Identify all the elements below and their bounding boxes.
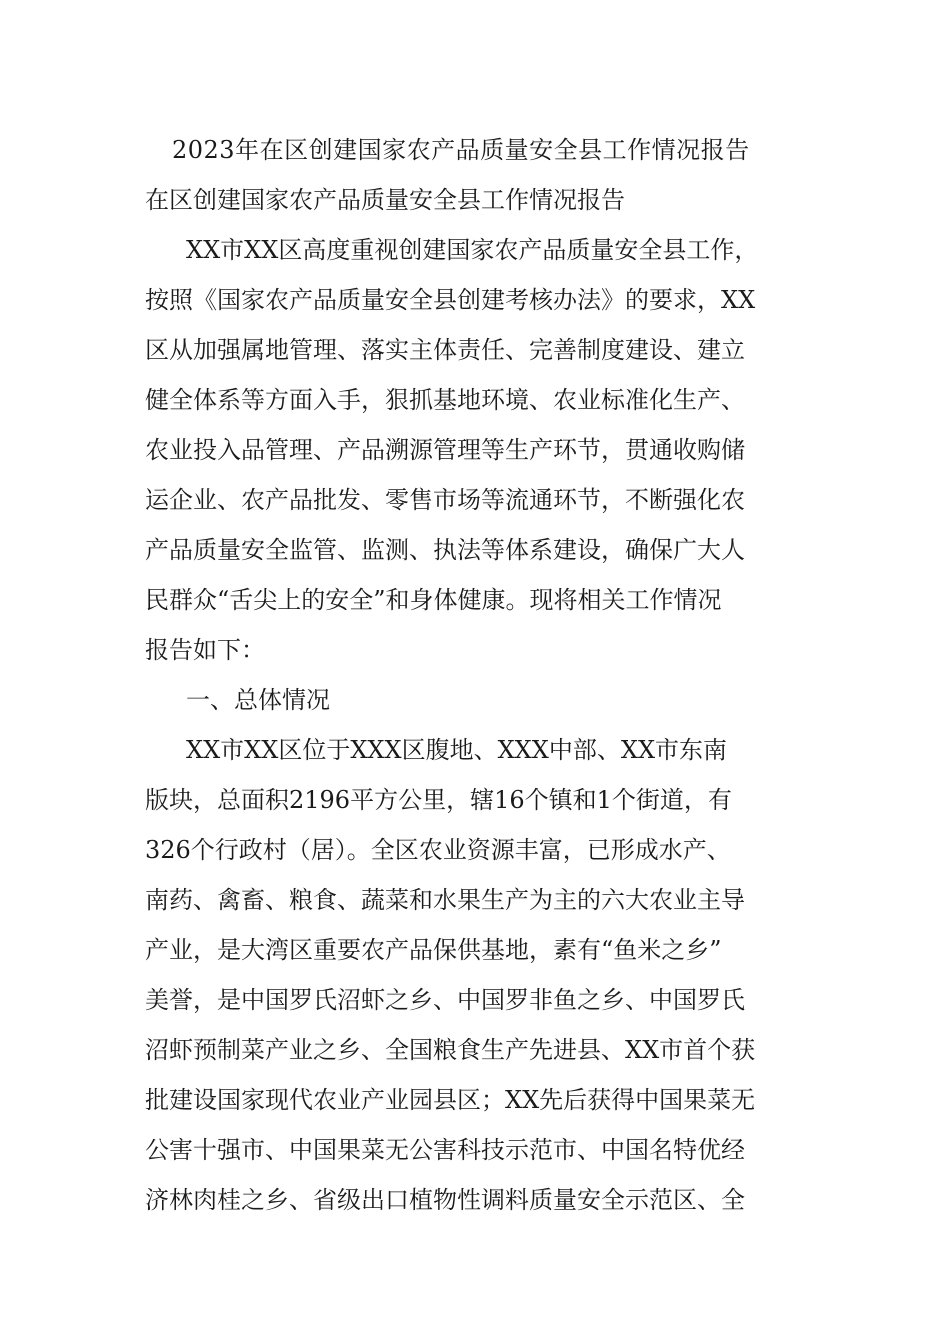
text-line: 报告如下： bbox=[145, 636, 265, 664]
document-title: 2023年在区创建国家农产品质量安全县工作情况报告 bbox=[172, 136, 750, 164]
text-line: 区从加强属地管理、落实主体责任、完善制度建设、建立 bbox=[145, 336, 745, 364]
text-line: 326个行政村（居）。全区农业资源丰富，已形成水产、 bbox=[145, 836, 731, 864]
text-line: 农业投入品管理、产品溯源管理等生产环节，贯通收购储 bbox=[145, 436, 745, 464]
text-line: 济林肉桂之乡、省级出口植物性调料质量安全示范区、全 bbox=[145, 1186, 745, 1214]
document-subtitle: 在区创建国家农产品质量安全县工作情况报告 bbox=[145, 186, 625, 214]
section-heading: 一、总体情况 bbox=[186, 686, 330, 714]
text-line: XX市XX区高度重视创建国家农产品质量安全县工作， bbox=[186, 236, 759, 264]
text-line: 运企业、农产品批发、零售市场等流通环节，不断强化农 bbox=[145, 486, 745, 514]
text-line: XX市XX区位于XXX区腹地、XXX中部、XX市东南 bbox=[186, 736, 728, 764]
text-line: 批建设国家现代农业产业园县区；XX先后获得中国果菜无 bbox=[145, 1086, 756, 1114]
text-line: 版块，总面积2196平方公里，辖16个镇和1个街道，有 bbox=[145, 786, 732, 814]
text-line: 沼虾预制菜产业之乡、全国粮食生产先进县、XX市首个获 bbox=[145, 1036, 756, 1064]
text-line: 产业，是大湾区重要农产品保供基地，素有“鱼米之乡” bbox=[145, 936, 722, 964]
text-line: 南药、禽畜、粮食、蔬菜和水果生产为主的六大农业主导 bbox=[145, 886, 745, 914]
text-line: 民群众“舌尖上的安全”和身体健康。现将相关工作情况 bbox=[145, 586, 722, 614]
text-line: 按照《国家农产品质量安全县创建考核办法》的要求，XX bbox=[145, 286, 756, 314]
text-line: 产品质量安全监管、监测、执法等体系建设，确保广大人 bbox=[145, 536, 745, 564]
text-line: 美誉，是中国罗氏沼虾之乡、中国罗非鱼之乡、中国罗氏 bbox=[145, 986, 745, 1014]
text-line: 公害十强市、中国果菜无公害科技示范市、中国名特优经 bbox=[145, 1136, 745, 1164]
text-line: 健全体系等方面入手，狠抓基地环境、农业标准化生产、 bbox=[145, 386, 745, 414]
